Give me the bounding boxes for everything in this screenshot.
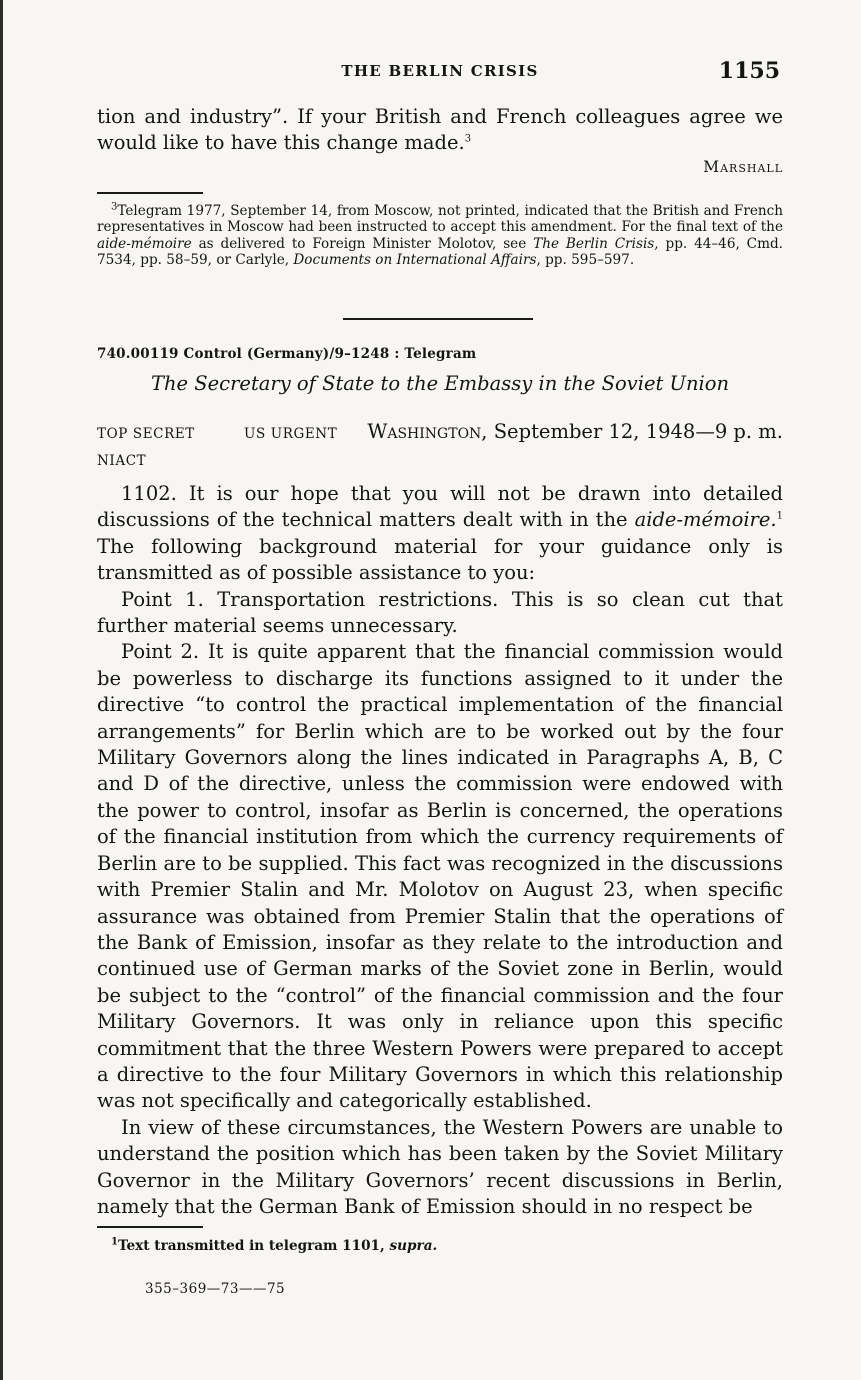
dateline-place: Washington (367, 420, 482, 443)
page-header (96, 58, 784, 88)
page-binding-edge (0, 0, 3, 1380)
telegram-body (97, 481, 783, 1220)
paragraph-1102: 1102. It is our hope that you will not be drawn into detailed discussions of the technical matters dealt with in the aide-mémoire.$^1$ The following background material for your guidance only is transmitted as of possible assistance to you: (97, 482, 783, 585)
paragraph-western-powers: In view of these circumstances, the Western Powers are unable to understand the position which has been taken by the Soviet Military Governor in the Military Governors’ recent discussions in Berlin, namely that the German Bank of Emission should in no respect be (97, 1115, 783, 1218)
continuation-paragraph (97, 104, 783, 157)
routing-label: NIACT (97, 453, 147, 469)
footnote-rule-2 (97, 1226, 203, 1228)
page-number: 1155 (718, 58, 780, 84)
footnote-1-marker: 1 (111, 1236, 118, 1248)
footnote-3-marker: 3 (111, 201, 118, 213)
paragraph-point-1: Point 1. Transportation restrictions. This is so clean cut that further material seems unnecessary. (97, 587, 783, 638)
footnote-rule (97, 192, 203, 194)
printing-code: 355–369—73——75 (145, 1281, 286, 1297)
priority-label: US URGENT (244, 426, 338, 442)
footnote-marker-3: 3 (464, 133, 472, 145)
continuation-text: tion and industry”. If your British and French colleagues agree we would like to have this change made. (97, 105, 783, 155)
footnote-marker-1: 1 (776, 510, 783, 522)
dateline (367, 420, 783, 443)
dateline-date: , September 12, 1948—9 p. m. (481, 420, 783, 443)
paragraph-point-2: Point 2. It is quite apparent that the financial commission would be powerless to discharge its functions assigned to it under the directive “to control the practical implementation of the financial arrangements” for Berlin which are to be worked out by the four Military Governors along the lines indicated in Paragraphs A, B, C and D of the directive, unless the commission were endowed with the power to control, insofar as Berlin is concerned, the operations of the financial institution from which the currency requirements of Berlin are to be supplied. This fact was recognized in the discussions with Premier Stalin and Mr. Molotov on August 23, when specific assurance was obtained from Premier Stalin that the operations of the Bank of Emission, insofar as they relate to the introduction and continued use of German marks of the Soviet zone in Berlin, would be subject to the “control” of the financial commission and the four Military Governors. It was only in reliance upon this specific commitment that the three Western Powers were prepared to accept a directive to the four Military Governors in which this relationship was not specifically and categorically established. (97, 640, 783, 1113)
signature-marshall: Marshall (703, 158, 783, 176)
classification-label: TOP SECRET (97, 426, 195, 442)
running-head: THE BERLIN CRISIS (341, 62, 539, 80)
file-number: 740.00119 Control (Germany)/9–1248 : Telegram (97, 346, 477, 362)
document-title: The Secretary of State to the Embassy in the Soviet Union (150, 372, 730, 395)
footnote-3: $^3$Telegram 1977, September 14, from Moscow, not printed, indicated that the British and French representatives in Moscow had been instructed to accept this amendment. For the final text of the aide-mémoire as delivered to Foreign Minister Molotov, see The Berlin Crisis, pp. 44–46, Cmd. 7534, pp. 58–59, or Carlyle, Documents on International Affairs, pp. 595–597. (97, 201, 783, 269)
section-divider (343, 318, 533, 320)
footnote-1: $^1$Text transmitted in telegram 1101, supra. (111, 1236, 438, 1254)
